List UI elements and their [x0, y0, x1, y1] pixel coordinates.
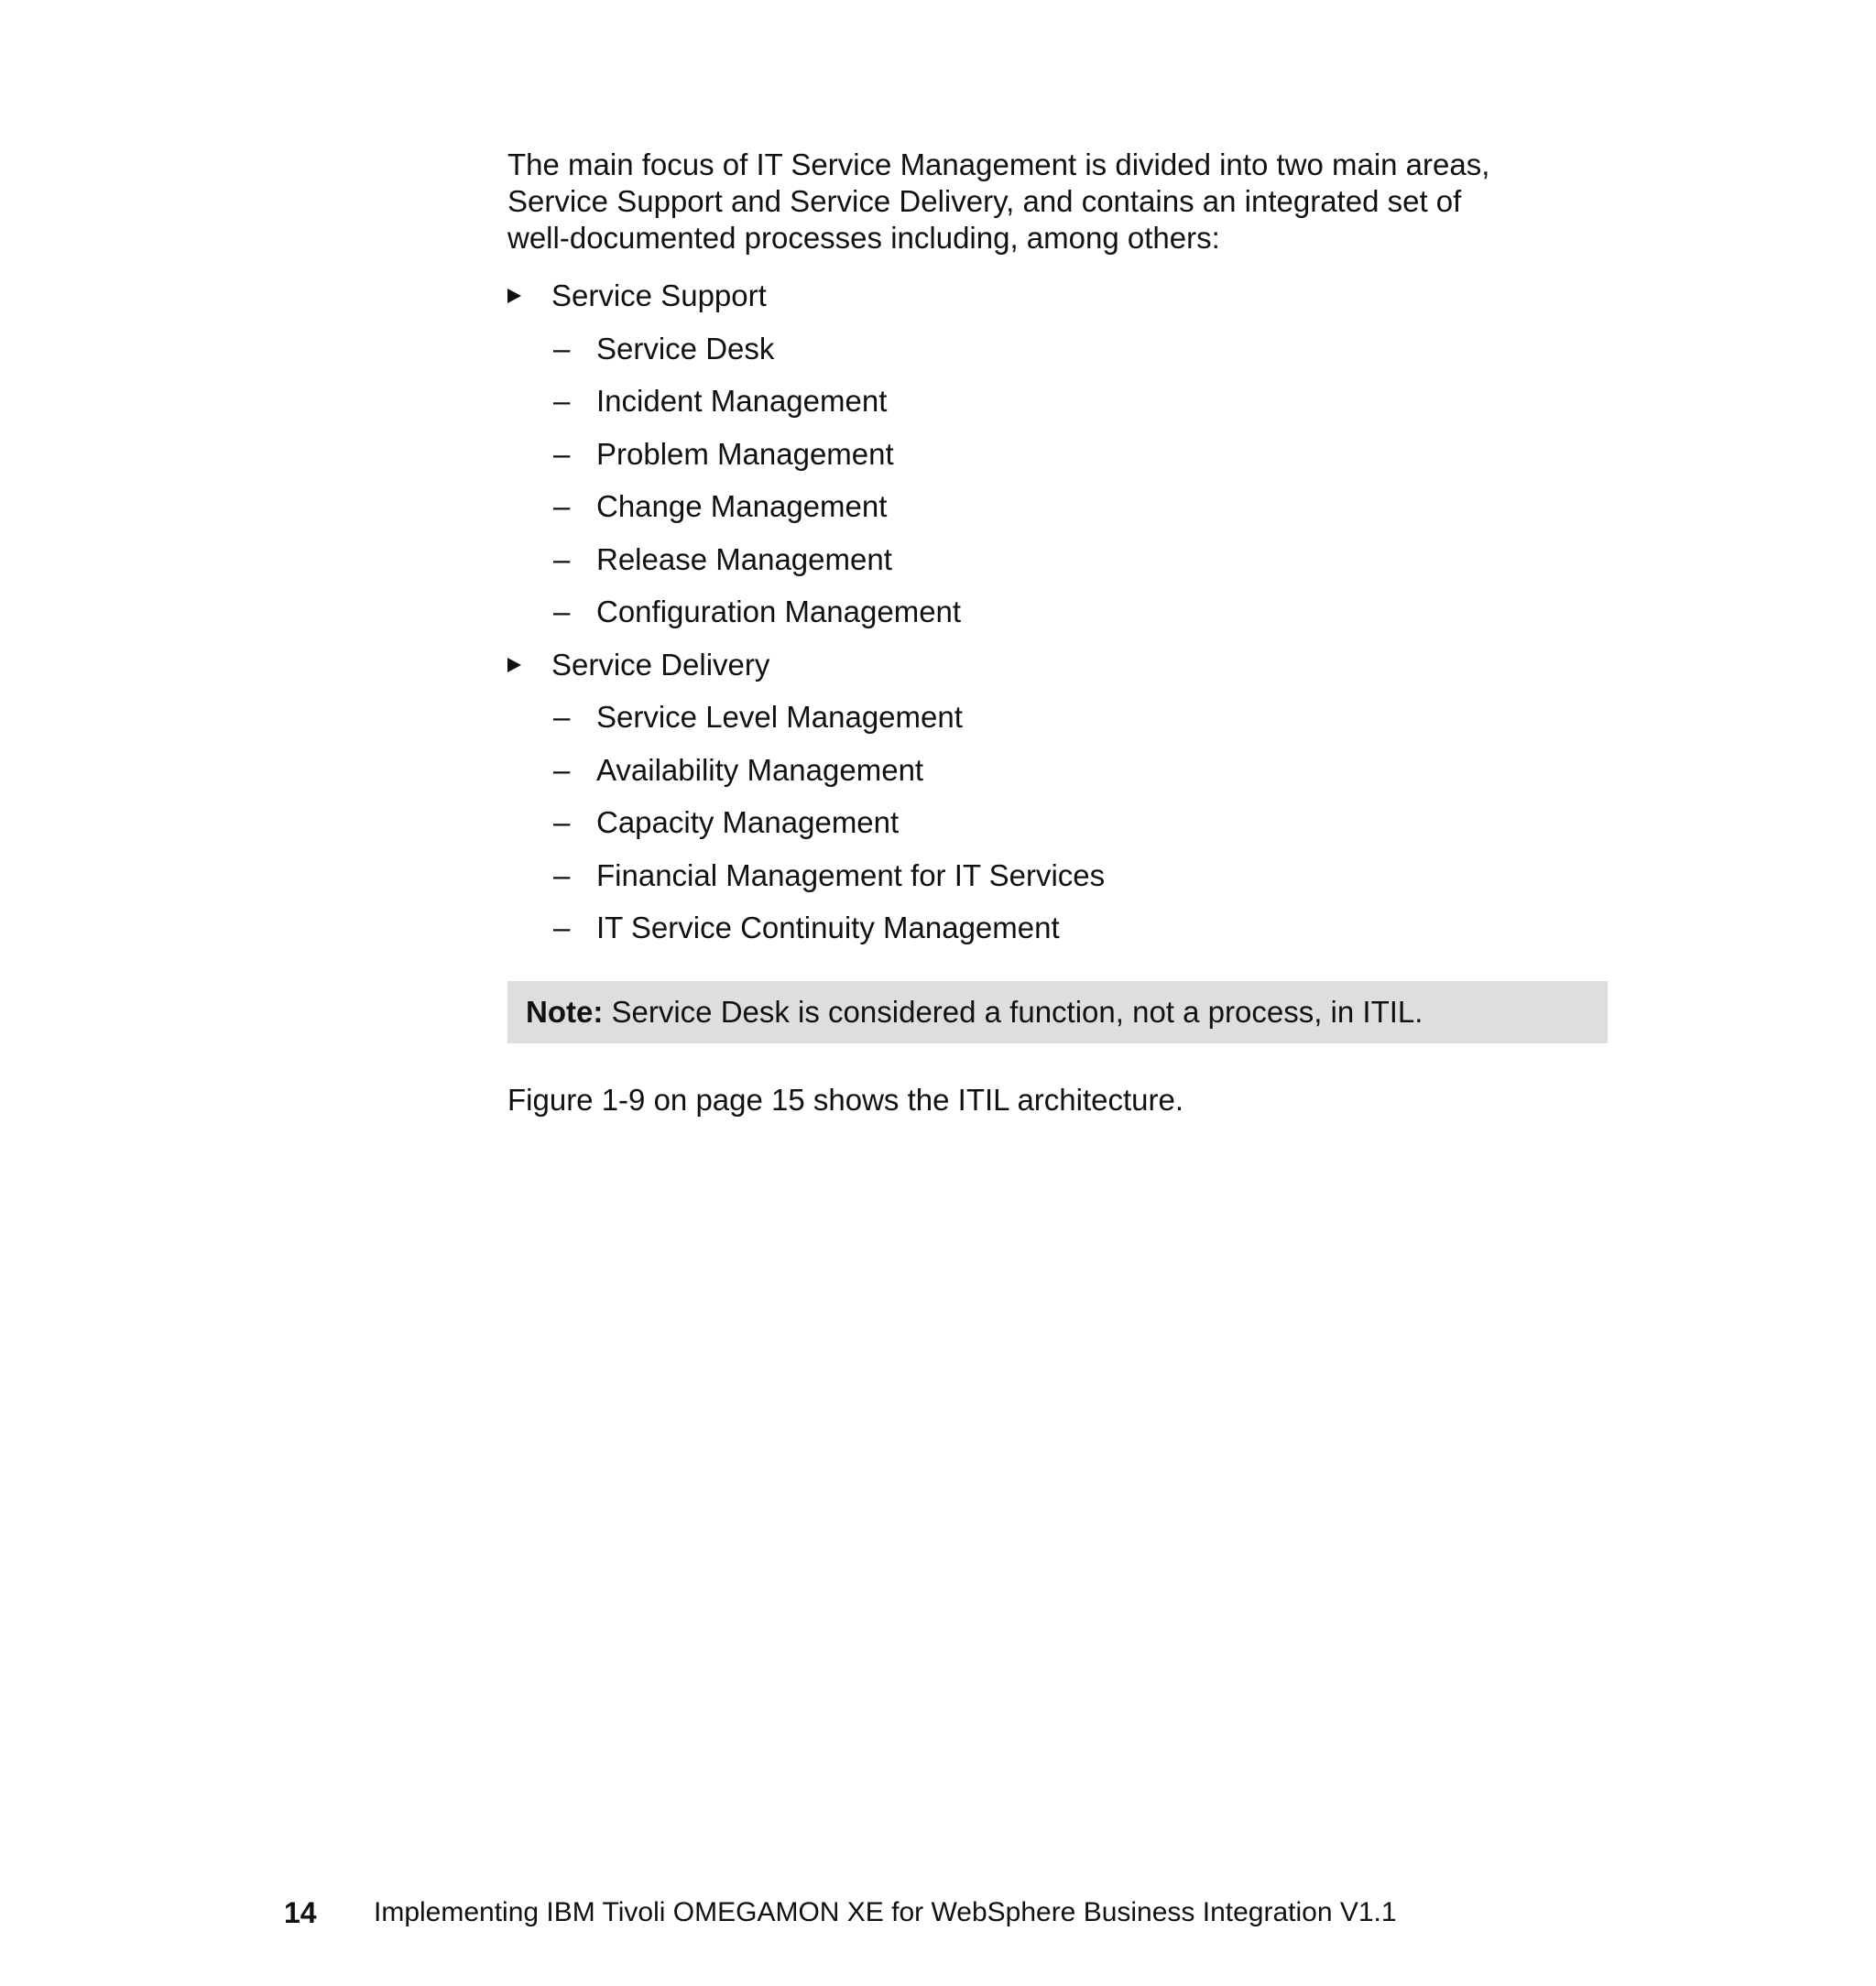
sub-item: [507, 691, 1607, 744]
figure-reference: Figure 1-9 on page 15 shows the ITIL architecture.: [507, 1083, 1184, 1117]
sub-item: [507, 375, 1607, 428]
sub-item: [507, 480, 1607, 533]
sub-item: [507, 901, 1607, 955]
bullet-label: Service Support: [551, 278, 767, 312]
footer-title: Implementing IBM Tivoli OMEGAMON XE for WebSphere Business Integration V1.1: [374, 1897, 1397, 1927]
process-list: [507, 269, 1607, 955]
note-text: [526, 981, 1423, 1043]
sub-item-label: Configuration Management: [596, 595, 962, 628]
sub-item: [507, 533, 1607, 586]
dash-marker: –: [553, 752, 571, 787]
dash-marker: –: [553, 331, 571, 366]
note-box: [507, 981, 1608, 1043]
note-body: Service Desk is considered a function, not a process, in ITIL.: [603, 995, 1423, 1029]
bullet-item: [507, 269, 1607, 322]
sub-item-label: Capacity Management: [596, 805, 900, 839]
dash-marker: –: [553, 805, 571, 839]
sub-item-label: Problem Management: [596, 436, 894, 471]
sub-item-label: Incident Management: [596, 384, 888, 418]
sub-item-label: Release Management: [596, 541, 892, 576]
sub-item: [507, 585, 1607, 638]
bullet-label: Service Delivery: [551, 647, 770, 682]
sub-item-label: Financial Management for IT Services: [596, 857, 1106, 892]
dash-marker: –: [553, 489, 571, 523]
dash-marker: –: [553, 384, 571, 418]
page-number: 14: [284, 1896, 317, 1929]
sub-item: [507, 744, 1607, 797]
sub-item: [507, 322, 1607, 376]
intro-paragraph: The main focus of IT Service Management is divided into two main areas, Service Support and Service Delivery, and contains an integrated set of well-documented processes including, among others:: [507, 147, 1490, 255]
dash-marker: –: [553, 595, 571, 628]
note-label: Note:: [526, 995, 604, 1029]
bullet-item: [507, 638, 1607, 692]
sub-item-label: Change Management: [596, 489, 888, 523]
dash-marker: –: [553, 541, 571, 576]
dash-marker: –: [553, 857, 571, 892]
sub-item-label: Service Level Management: [596, 700, 963, 734]
triangle-bullet-icon: [507, 289, 521, 303]
sub-item-label: IT Service Continuity Management: [596, 911, 1060, 944]
triangle-bullet-icon: [507, 658, 521, 672]
sub-item: [507, 849, 1607, 902]
sub-item-label: Availability Management: [596, 752, 924, 787]
dash-marker: –: [553, 700, 571, 734]
intro-block: [507, 147, 1607, 256]
sub-item-label: Service Desk: [596, 331, 775, 366]
sub-item: [507, 428, 1607, 481]
dash-marker: –: [553, 911, 571, 944]
sub-item: [507, 796, 1607, 849]
dash-marker: –: [553, 436, 571, 471]
